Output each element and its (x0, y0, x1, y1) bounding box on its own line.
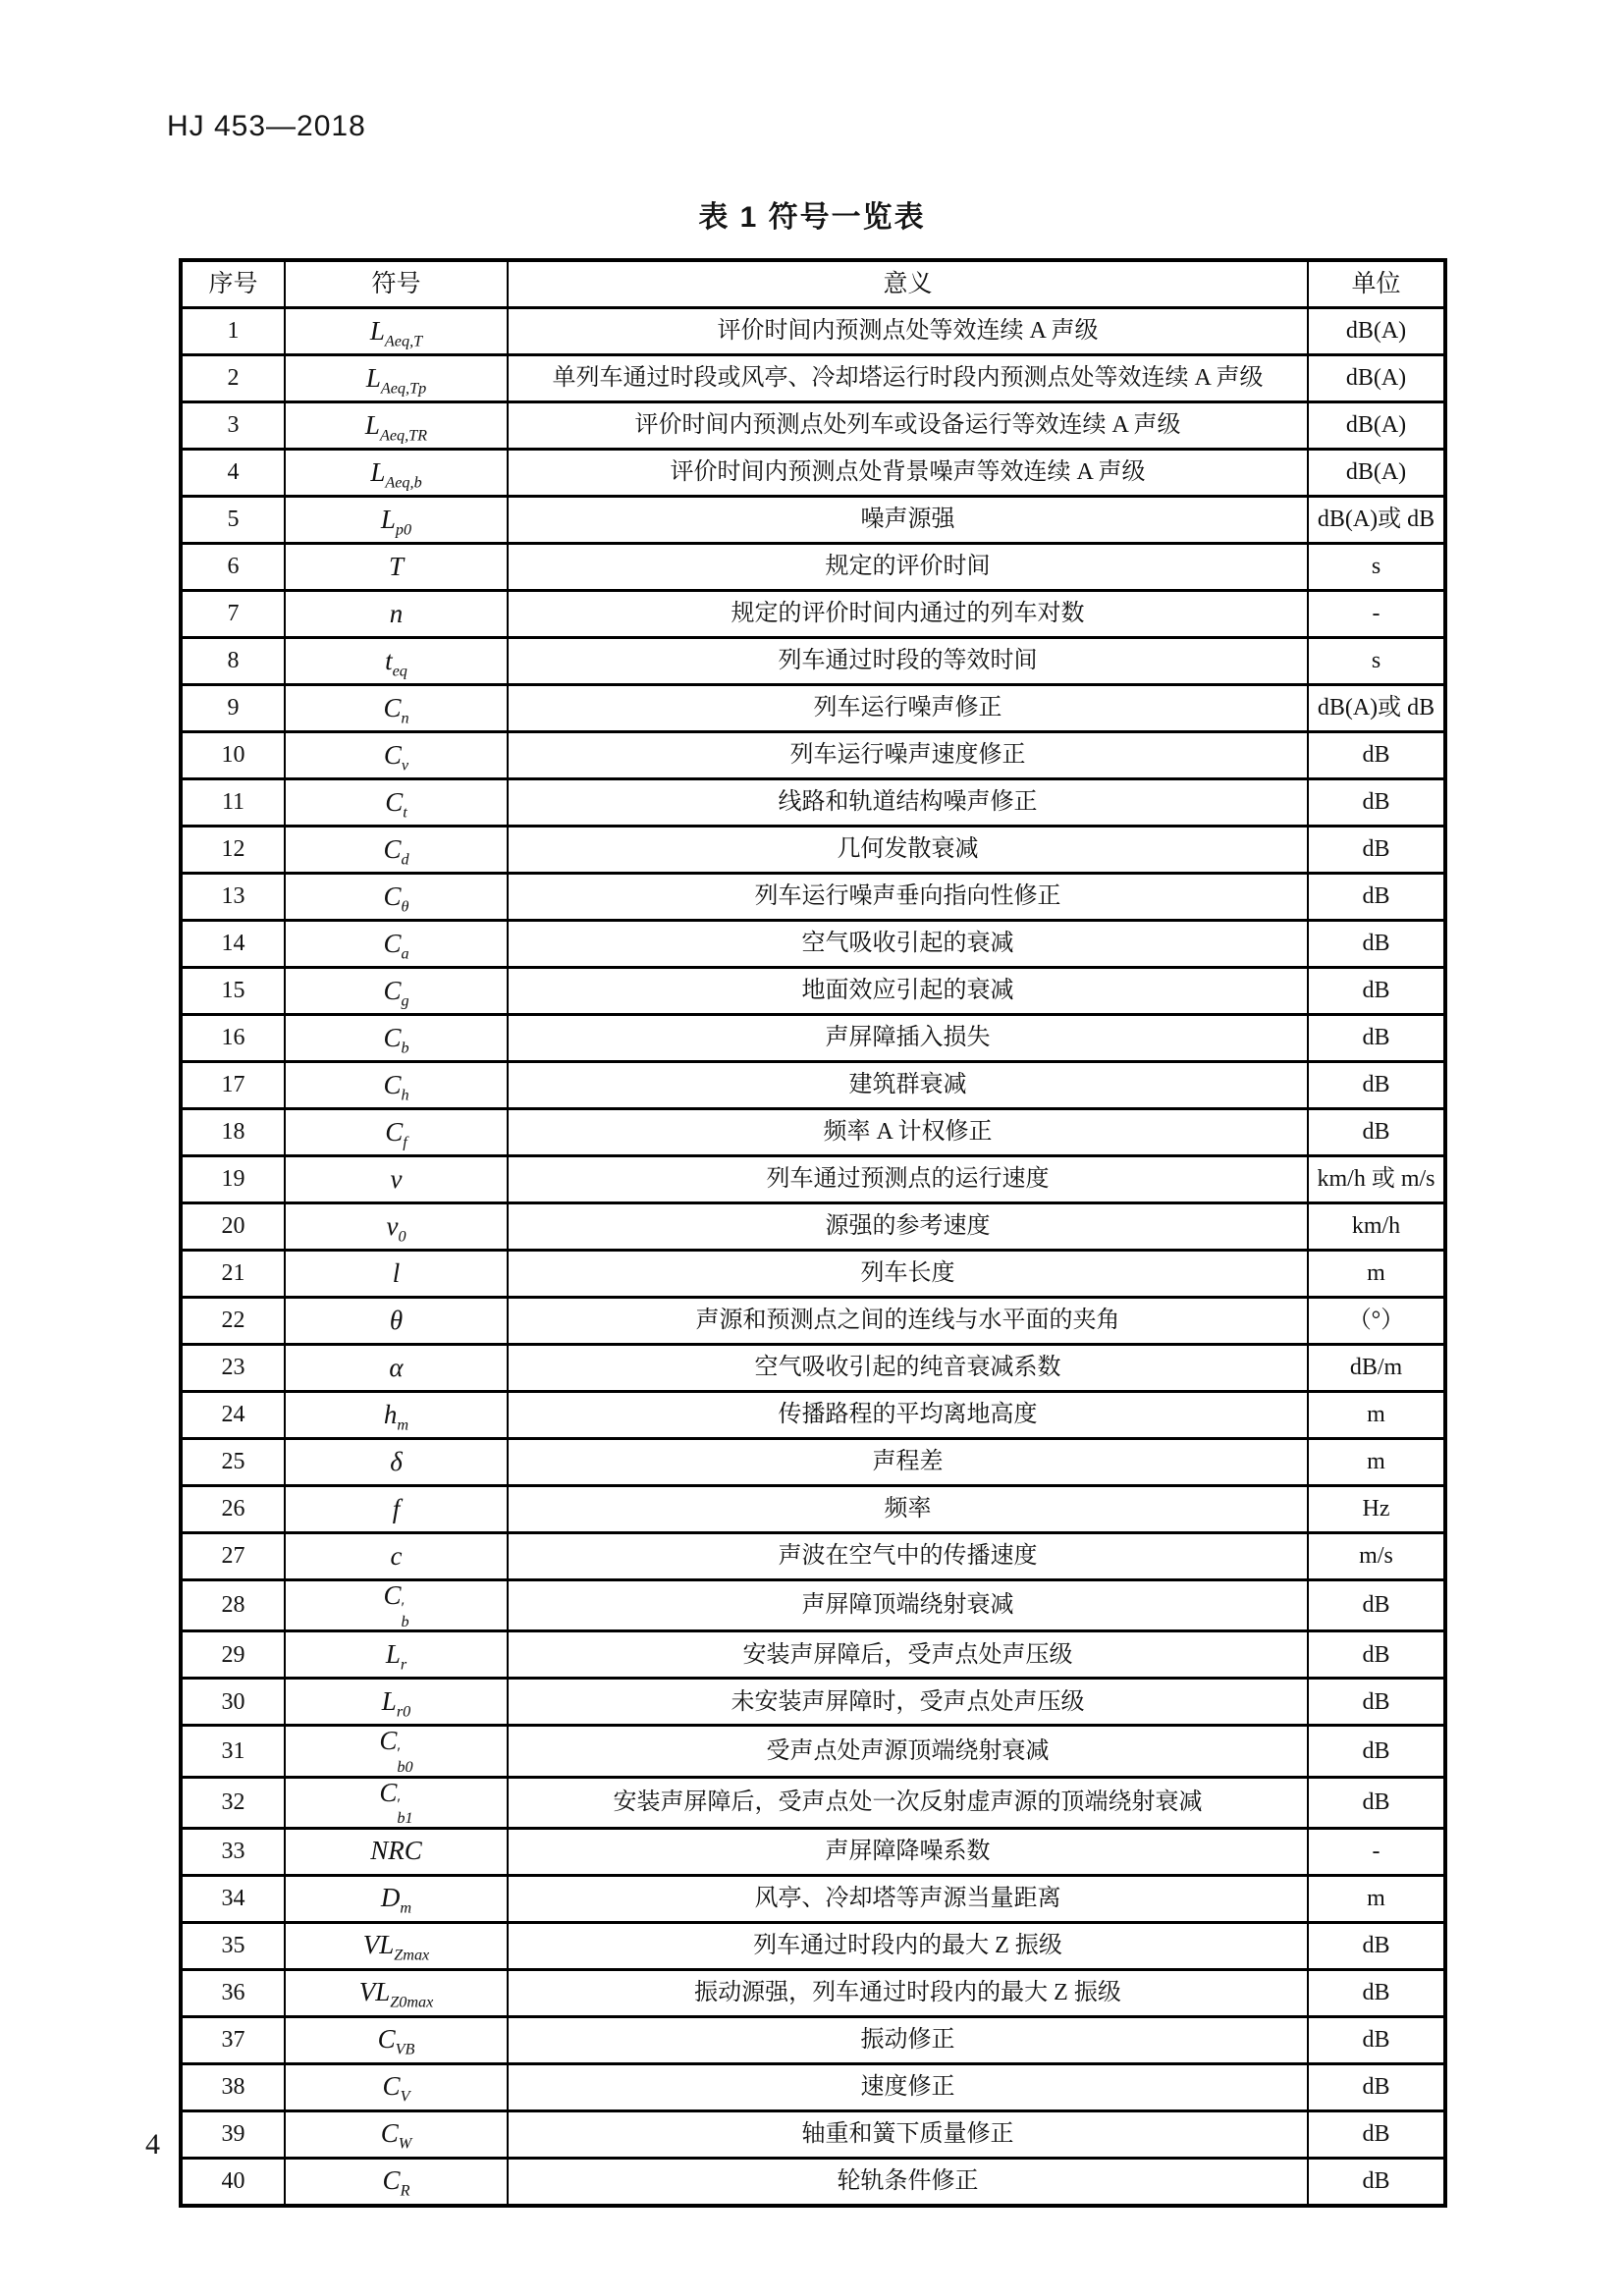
meaning-cell: 声程差 (508, 1439, 1308, 1486)
symbol-cell (285, 1726, 508, 1777)
symbol-base: C (379, 1777, 398, 1807)
symbol-subscript: h (401, 1086, 409, 1104)
table-row (181, 1062, 1445, 1109)
row-index: 14 (181, 921, 285, 968)
table-row (181, 355, 1445, 402)
meaning-cell: 速度修正 (508, 2063, 1308, 2110)
symbol-base: l (392, 1257, 401, 1288)
symbol-base: L (365, 362, 381, 393)
meaning-cell: 评价时间内预测点处背景噪声等效连续 A 声级 (508, 450, 1308, 497)
symbol-cell (285, 497, 508, 544)
symbol-cell (285, 779, 508, 827)
symbol-subscript: Aeq,TR (379, 426, 428, 445)
meaning-cell: 规定的评价时间 (508, 544, 1308, 591)
symbol-subscript: V (400, 2087, 410, 2106)
meaning-cell: 列车通过预测点的运行速度 (508, 1156, 1308, 1203)
symbol-subscript: Zmax (394, 1946, 430, 1964)
meaning-cell: 空气吸收引起的衰减 (508, 921, 1308, 968)
unit-cell: dB (1308, 921, 1445, 968)
symbol-table (179, 258, 1447, 2208)
table-row (181, 1486, 1445, 1533)
table-row (181, 402, 1445, 450)
symbol-base: T (388, 551, 405, 581)
row-index: 31 (181, 1726, 285, 1777)
symbol-subscript: Z0max (390, 1993, 434, 2011)
symbol-cell (285, 544, 508, 591)
row-index: 39 (181, 2110, 285, 2158)
row-index: 8 (181, 638, 285, 685)
table-row (181, 1345, 1445, 1392)
table-row (181, 1015, 1445, 1062)
symbol-subscript: Aeq,Tp (380, 379, 427, 398)
symbol-subscript: Aeq,b (385, 473, 422, 492)
symbol-cell (285, 827, 508, 874)
symbol-cell (285, 308, 508, 355)
symbol-base: L (364, 409, 380, 440)
meaning-cell: 评价时间内预测点处列车或设备运行等效连续 A 声级 (508, 402, 1308, 450)
table-header-row (181, 260, 1445, 308)
symbol-cell (285, 685, 508, 732)
row-index: 15 (181, 968, 285, 1015)
row-index: 26 (181, 1486, 285, 1533)
row-index: 33 (181, 1828, 285, 1875)
symbol-subscript: VB (395, 2040, 415, 2058)
symbol-prime-subscript: ′ b (401, 1598, 409, 1630)
symbol-base: C (383, 692, 402, 722)
symbol-base: C (383, 739, 402, 770)
meaning-cell: 源强的参考速度 (508, 1203, 1308, 1251)
symbol-subscript: g (401, 991, 409, 1010)
meaning-cell: 几何发散衰减 (508, 827, 1308, 874)
table-row (181, 1533, 1445, 1580)
row-index: 38 (181, 2063, 285, 2110)
unit-cell: dB(A) (1308, 355, 1445, 402)
doc-number: HJ 453—2018 (167, 110, 366, 142)
meaning-cell: 建筑群衰减 (508, 1062, 1308, 1109)
symbol-base: C (383, 928, 402, 958)
row-index: 5 (181, 497, 285, 544)
meaning-cell: 线路和轨道结构噪声修正 (508, 779, 1308, 827)
unit-cell: - (1308, 1828, 1445, 1875)
symbol-subscript: t (403, 803, 407, 822)
unit-cell: dB (1308, 1631, 1445, 1679)
table-row (181, 1392, 1445, 1439)
symbol-base: NRC (370, 1836, 422, 1866)
symbol-base: D (380, 1883, 401, 1913)
row-index: 29 (181, 1631, 285, 1679)
symbol-subscript: r0 (396, 1702, 411, 1721)
table-row (181, 1969, 1445, 2016)
table-row (181, 1777, 1445, 1828)
symbol-cell (285, 874, 508, 921)
symbol-cell (285, 1486, 508, 1533)
table-row (181, 2016, 1445, 2063)
symbol-cell (285, 2110, 508, 2158)
meaning-cell: 未安装声屏障时，受声点处声压级 (508, 1679, 1308, 1726)
symbol-cell (285, 1345, 508, 1392)
table-row (181, 591, 1445, 638)
table-row (181, 2110, 1445, 2158)
symbol-prime-subscript: ′ b0 (397, 1744, 413, 1777)
row-index: 25 (181, 1439, 285, 1486)
unit-cell: dB (1308, 732, 1445, 779)
row-index: 24 (181, 1392, 285, 1439)
symbol-base: C (382, 2071, 401, 2102)
unit-cell: dB (1308, 1969, 1445, 2016)
symbol-cell (285, 1533, 508, 1580)
symbol-base: C (383, 1069, 402, 1099)
unit-cell: dB (1308, 1015, 1445, 1062)
symbol-base: v (386, 1210, 399, 1241)
symbol-base: C (385, 786, 404, 817)
meaning-cell: 轮轨条件修正 (508, 2158, 1308, 2206)
row-index: 18 (181, 1109, 285, 1156)
table-row (181, 1580, 1445, 1631)
unit-cell: s (1308, 638, 1445, 685)
symbol-base: f (392, 1493, 401, 1523)
symbol-subscript: v (401, 756, 409, 774)
unit-cell: dB (1308, 1679, 1445, 1726)
row-index: 36 (181, 1969, 285, 2016)
meaning-cell: 安装声屏障后，受声点处声压级 (508, 1631, 1308, 1679)
symbol-base: v (390, 1163, 403, 1194)
row-index: 20 (181, 1203, 285, 1251)
row-index: 17 (181, 1062, 285, 1109)
symbol-cell (285, 1580, 508, 1631)
meaning-cell: 单列车通过时段或风亭、冷却塔运行时段内预测点处等效连续 A 声级 (508, 355, 1308, 402)
meaning-cell: 振动修正 (508, 2016, 1308, 2063)
meaning-cell: 列车长度 (508, 1251, 1308, 1298)
unit-cell: dB(A) (1308, 308, 1445, 355)
unit-cell: m/s (1308, 1533, 1445, 1580)
table-row (181, 732, 1445, 779)
meaning-cell: 声波在空气中的传播速度 (508, 1533, 1308, 1580)
table-row (181, 1203, 1445, 1251)
meaning-cell: 规定的评价时间内通过的列车对数 (508, 591, 1308, 638)
table-row (181, 544, 1445, 591)
unit-cell: dB (1308, 968, 1445, 1015)
unit-cell: dB (1308, 874, 1445, 921)
column-header: 符号 (285, 260, 508, 308)
table-row (181, 1109, 1445, 1156)
unit-cell: dB (1308, 2158, 1445, 2206)
row-index: 23 (181, 1345, 285, 1392)
unit-cell: m (1308, 1392, 1445, 1439)
symbol-cell (285, 355, 508, 402)
column-header: 单位 (1308, 260, 1445, 308)
unit-cell: dB/m (1308, 1345, 1445, 1392)
row-index: 6 (181, 544, 285, 591)
unit-cell: m (1308, 1439, 1445, 1486)
row-index: 19 (181, 1156, 285, 1203)
symbol-cell (285, 1439, 508, 1486)
meaning-cell: 传播路程的平均离地高度 (508, 1392, 1308, 1439)
symbol-base: C (380, 2118, 399, 2149)
symbol-base: θ (389, 1305, 404, 1335)
unit-cell: - (1308, 591, 1445, 638)
meaning-cell: 空气吸收引起的纯音衰减系数 (508, 1345, 1308, 1392)
symbol-cell (285, 1922, 508, 1969)
meaning-cell: 声屏障顶端绕射衰减 (508, 1580, 1308, 1631)
symbol-base: h (383, 1399, 398, 1429)
table-row (181, 2158, 1445, 2206)
symbol-subscript: eq (392, 662, 407, 680)
meaning-cell: 振动源强，列车通过时段内的最大 Z 振级 (508, 1969, 1308, 2016)
symbol-cell (285, 1679, 508, 1726)
symbol-cell (285, 921, 508, 968)
meaning-cell: 评价时间内预测点处等效连续 A 声级 (508, 308, 1308, 355)
unit-cell: dB(A) (1308, 450, 1445, 497)
unit-cell: dB (1308, 1726, 1445, 1777)
table-row (181, 1679, 1445, 1726)
symbol-subscript: 0 (398, 1227, 406, 1246)
unit-cell: dB(A)或 dB (1308, 497, 1445, 544)
symbol-base: C (385, 1116, 404, 1147)
row-index: 7 (181, 591, 285, 638)
symbol-base: VL (362, 1930, 395, 1960)
table-row (181, 497, 1445, 544)
table-row (181, 1875, 1445, 1922)
column-header: 序号 (181, 260, 285, 308)
unit-cell: dB(A) (1308, 402, 1445, 450)
symbol-base: VL (358, 1977, 391, 2007)
table-title: 表 1 符号一览表 (698, 201, 926, 234)
row-index: 12 (181, 827, 285, 874)
symbol-cell (285, 402, 508, 450)
unit-cell: km/h 或 m/s (1308, 1156, 1445, 1203)
row-index: 11 (181, 779, 285, 827)
table-row (181, 779, 1445, 827)
symbol-base: δ (390, 1446, 403, 1476)
table-row (181, 685, 1445, 732)
row-index: 4 (181, 450, 285, 497)
table-row (181, 827, 1445, 874)
table-row (181, 968, 1445, 1015)
meaning-cell: 列车通过时段的等效时间 (508, 638, 1308, 685)
meaning-cell: 声屏障降噪系数 (508, 1828, 1308, 1875)
meaning-cell: 噪声源强 (508, 497, 1308, 544)
row-index: 21 (181, 1251, 285, 1298)
symbol-subscript: W (398, 2134, 412, 2153)
symbol-base: L (370, 456, 386, 487)
symbol-cell (285, 1298, 508, 1345)
meaning-cell: 轴重和簧下质量修正 (508, 2110, 1308, 2158)
unit-cell: km/h (1308, 1203, 1445, 1251)
symbol-base: L (381, 1685, 397, 1716)
symbol-prime-subscript: ′ b1 (397, 1795, 413, 1828)
table-row (181, 1726, 1445, 1777)
symbol-base: C (383, 881, 402, 911)
symbol-base: c (390, 1540, 403, 1571)
symbol-base: L (369, 315, 385, 346)
row-index: 22 (181, 1298, 285, 1345)
unit-cell: dB (1308, 1109, 1445, 1156)
symbol-base: C (383, 1022, 402, 1052)
symbol-base: C (383, 975, 402, 1005)
symbol-cell (285, 638, 508, 685)
row-index: 16 (181, 1015, 285, 1062)
symbol-cell (285, 1062, 508, 1109)
meaning-cell: 声源和预测点之间的连线与水平面的夹角 (508, 1298, 1308, 1345)
symbol-cell (285, 1392, 508, 1439)
unit-cell: m (1308, 1251, 1445, 1298)
symbol-base: α (389, 1352, 404, 1382)
unit-cell: dB (1308, 2063, 1445, 2110)
meaning-cell: 列车运行噪声速度修正 (508, 732, 1308, 779)
meaning-cell: 列车通过时段内的最大 Z 振级 (508, 1922, 1308, 1969)
row-index: 28 (181, 1580, 285, 1631)
table-row (181, 1828, 1445, 1875)
unit-cell: m (1308, 1875, 1445, 1922)
row-index: 27 (181, 1533, 285, 1580)
symbol-cell (285, 732, 508, 779)
unit-cell: dB (1308, 779, 1445, 827)
symbol-cell (285, 1969, 508, 2016)
symbol-base: L (385, 1638, 401, 1669)
meaning-cell: 受声点处声源顶端绕射衰减 (508, 1726, 1308, 1777)
symbol-cell (285, 2016, 508, 2063)
symbol-base: n (389, 598, 404, 628)
symbol-base: L (380, 504, 396, 534)
symbol-base: C (377, 2024, 396, 2055)
unit-cell: dB (1308, 2016, 1445, 2063)
symbol-subscript: Aeq,T (384, 332, 423, 350)
symbol-cell (285, 1777, 508, 1828)
row-index: 3 (181, 402, 285, 450)
symbol-subscript: p0 (395, 520, 412, 539)
row-index: 30 (181, 1679, 285, 1726)
unit-cell: dB(A)或 dB (1308, 685, 1445, 732)
meaning-cell: 安装声屏障后，受声点处一次反射虚声源的顶端绕射衰减 (508, 1777, 1308, 1828)
unit-cell: s (1308, 544, 1445, 591)
symbol-cell (285, 2158, 508, 2206)
symbol-cell (285, 1631, 508, 1679)
symbol-cell (285, 2063, 508, 2110)
symbol-base: C (382, 2165, 401, 2196)
table-row (181, 1156, 1445, 1203)
row-index: 2 (181, 355, 285, 402)
table-row (181, 450, 1445, 497)
meaning-cell: 地面效应引起的衰减 (508, 968, 1308, 1015)
symbol-cell (285, 1251, 508, 1298)
symbol-cell (285, 1203, 508, 1251)
symbol-cell (285, 450, 508, 497)
symbol-base: t (385, 645, 393, 675)
unit-cell: dB (1308, 1580, 1445, 1631)
row-index: 34 (181, 1875, 285, 1922)
symbol-subscript: b (401, 1039, 409, 1057)
symbol-cell (285, 1875, 508, 1922)
symbol-subscript: r (400, 1655, 407, 1674)
row-index: 1 (181, 308, 285, 355)
unit-cell: dB (1308, 1777, 1445, 1828)
symbol-subscript: d (401, 850, 409, 869)
meaning-cell: 列车运行噪声垂向指向性修正 (508, 874, 1308, 921)
symbol-subscript: m (397, 1415, 409, 1434)
unit-cell: dB (1308, 1062, 1445, 1109)
table-row (181, 1439, 1445, 1486)
row-index: 37 (181, 2016, 285, 2063)
page-number: 4 (145, 2128, 160, 2161)
symbol-cell (285, 1109, 508, 1156)
symbol-cell (285, 1015, 508, 1062)
symbol-subscript: θ (401, 897, 409, 916)
symbol-base: C (383, 833, 402, 864)
row-index: 35 (181, 1922, 285, 1969)
symbol-subscript: R (400, 2181, 410, 2200)
table-row (181, 1631, 1445, 1679)
unit-cell: Hz (1308, 1486, 1445, 1533)
symbol-subscript: m (400, 1898, 412, 1917)
meaning-cell: 频率 (508, 1486, 1308, 1533)
table-row (181, 1251, 1445, 1298)
table-row (181, 2063, 1445, 2110)
symbol-subscript: f (403, 1133, 407, 1151)
symbol-subscript: a (401, 944, 409, 963)
unit-cell: （°） (1308, 1298, 1445, 1345)
meaning-cell: 声屏障插入损失 (508, 1015, 1308, 1062)
symbol-cell (285, 968, 508, 1015)
row-index: 10 (181, 732, 285, 779)
meaning-cell: 列车运行噪声修正 (508, 685, 1308, 732)
table-row (181, 921, 1445, 968)
row-index: 13 (181, 874, 285, 921)
symbol-cell (285, 1828, 508, 1875)
symbol-subscript: n (401, 709, 409, 727)
table-row (181, 1298, 1445, 1345)
column-header: 意义 (508, 260, 1308, 308)
row-index: 32 (181, 1777, 285, 1828)
table-row (181, 308, 1445, 355)
unit-cell: dB (1308, 827, 1445, 874)
row-index: 9 (181, 685, 285, 732)
table-row (181, 1922, 1445, 1969)
table-row (181, 638, 1445, 685)
meaning-cell: 风亭、冷却塔等声源当量距离 (508, 1875, 1308, 1922)
unit-cell: dB (1308, 1922, 1445, 1969)
symbol-base: C (379, 1726, 398, 1756)
symbol-cell (285, 591, 508, 638)
table-row (181, 874, 1445, 921)
symbol-base: C (383, 1580, 402, 1610)
meaning-cell: 频率 A 计权修正 (508, 1109, 1308, 1156)
row-index: 40 (181, 2158, 285, 2206)
unit-cell: dB (1308, 2110, 1445, 2158)
symbol-cell (285, 1156, 508, 1203)
